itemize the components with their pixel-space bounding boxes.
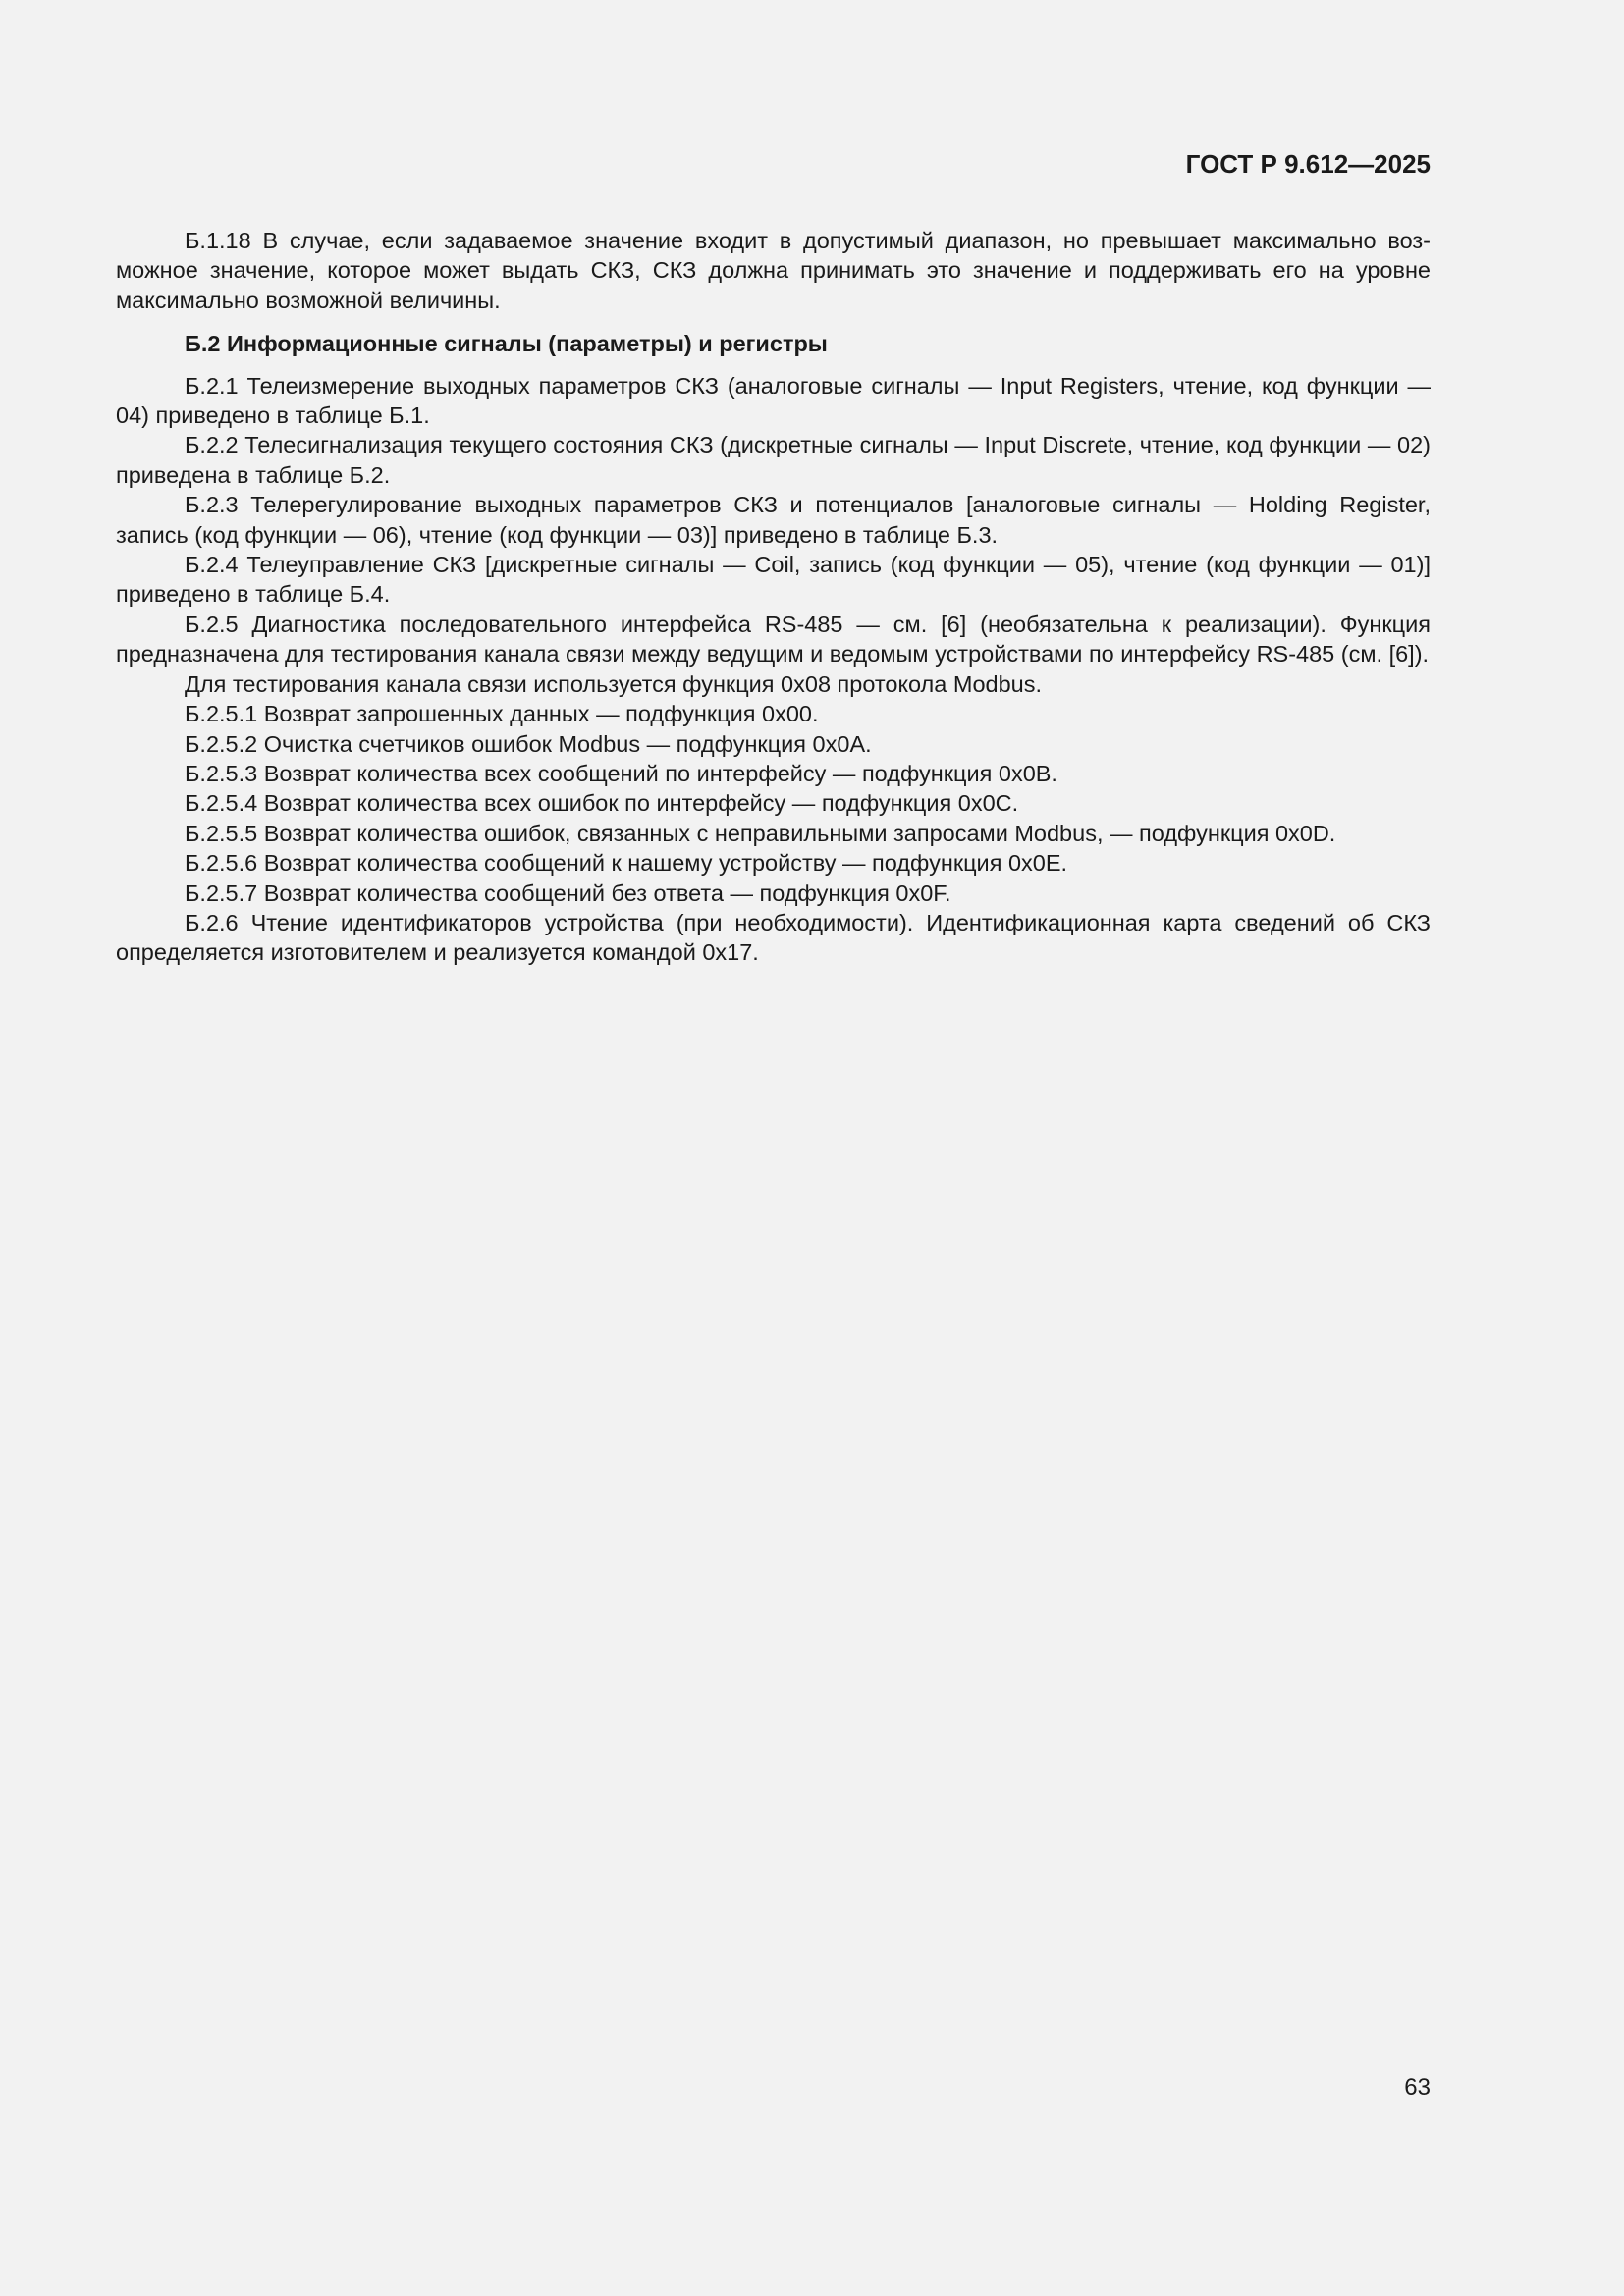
paragraph-b-2-6: Б.2.6 Чтение идентификаторов устройства (при необходимости). Идентификационная карта сведений об СКЗ определяется изготовителем и реализуется командой 0x17. <box>116 909 1431 966</box>
paragraph-b-2-5-1: Б.2.5.1 Возврат запрошенных данных — подфункция 0x00. <box>185 701 819 727</box>
document-header <box>116 147 1431 181</box>
paragraph-b-2-5: Б.2.5 Диагностика последовательного интерфейса RS-485 — см. [6] (необязательна к реализации). Функция предназначена для тестирования канала связи между ведущим и ведомым устройствами по интерфейсу RS-485 (см. [6]). <box>116 611 1431 667</box>
section-heading-b-2: Б.2 Информационные сигналы (параметры) и регистры <box>185 331 828 357</box>
paragraph-b-2-5-6: Б.2.5.6 Возврат количества сообщений к нашему устройству — подфункция 0x0E. <box>185 850 1068 877</box>
document-code: ГОСТ Р 9.612—2025 <box>1185 149 1431 179</box>
paragraph-b-2-5-4: Б.2.5.4 Возврат количества всех ошибок по интерфейсу — подфункция 0x0C. <box>185 790 1019 817</box>
paragraph-b-2-5-5: Б.2.5.5 Возврат количества ошибок, связанных с неправильными запросами Modbus, — подфункция 0x0D. <box>185 820 1336 846</box>
page-content <box>116 226 1431 968</box>
paragraph-b-1-18: Б.1.18 В случае, если задаваемое значение входит в допустимый диапазон, но превышает максимально возможное значение, которое может выдать СКЗ, СКЗ должна принимать это значение и поддерживать его на уровне максимально возможной величины. <box>116 228 1431 313</box>
paragraph-b-2-5-2: Б.2.5.2 Очистка счетчиков ошибок Modbus — подфункция 0x0A. <box>185 730 872 757</box>
paragraph-b-2-5-3: Б.2.5.3 Возврат количества всех сообщений по интерфейсу — подфункция 0x0B. <box>185 760 1057 786</box>
paragraph-b-2-1: Б.2.1 Телеизмерение выходных параметров СКЗ (аналоговые сигналы — Input Registers, чтение, код функции — 04) приведено в таблице Б.1. <box>116 372 1431 429</box>
paragraph-b-2-5-7: Б.2.5.7 Возврат количества сообщений без ответа — подфункция 0x0F. <box>185 880 951 906</box>
page-number: 63 <box>1404 2074 1431 2101</box>
paragraph-b-2-2: Б.2.2 Телесигнализация текущего состояния СКЗ (дискретные сигналы — Input Discrete, чтение, код функции — 02) приведена в таблице Б.2. <box>116 432 1431 488</box>
paragraph-b-2-4: Б.2.4 Телеуправление СКЗ [дискретные сигналы — Coil, запись (код функции — 05), чтение (код функции — 01)] приведено в таблице Б.4. <box>116 552 1431 608</box>
paragraph-modbus-function: Для тестирования канала связи используется функция 0x08 протокола Modbus. <box>185 670 1042 697</box>
paragraph-b-2-3: Б.2.3 Телерегулирование выходных параметров СКЗ и потенциалов [аналоговые сигналы — Holding Register, запись (код функции — 06), чтение (код функции — 03)] приведено в таблице Б.3. <box>116 492 1431 548</box>
